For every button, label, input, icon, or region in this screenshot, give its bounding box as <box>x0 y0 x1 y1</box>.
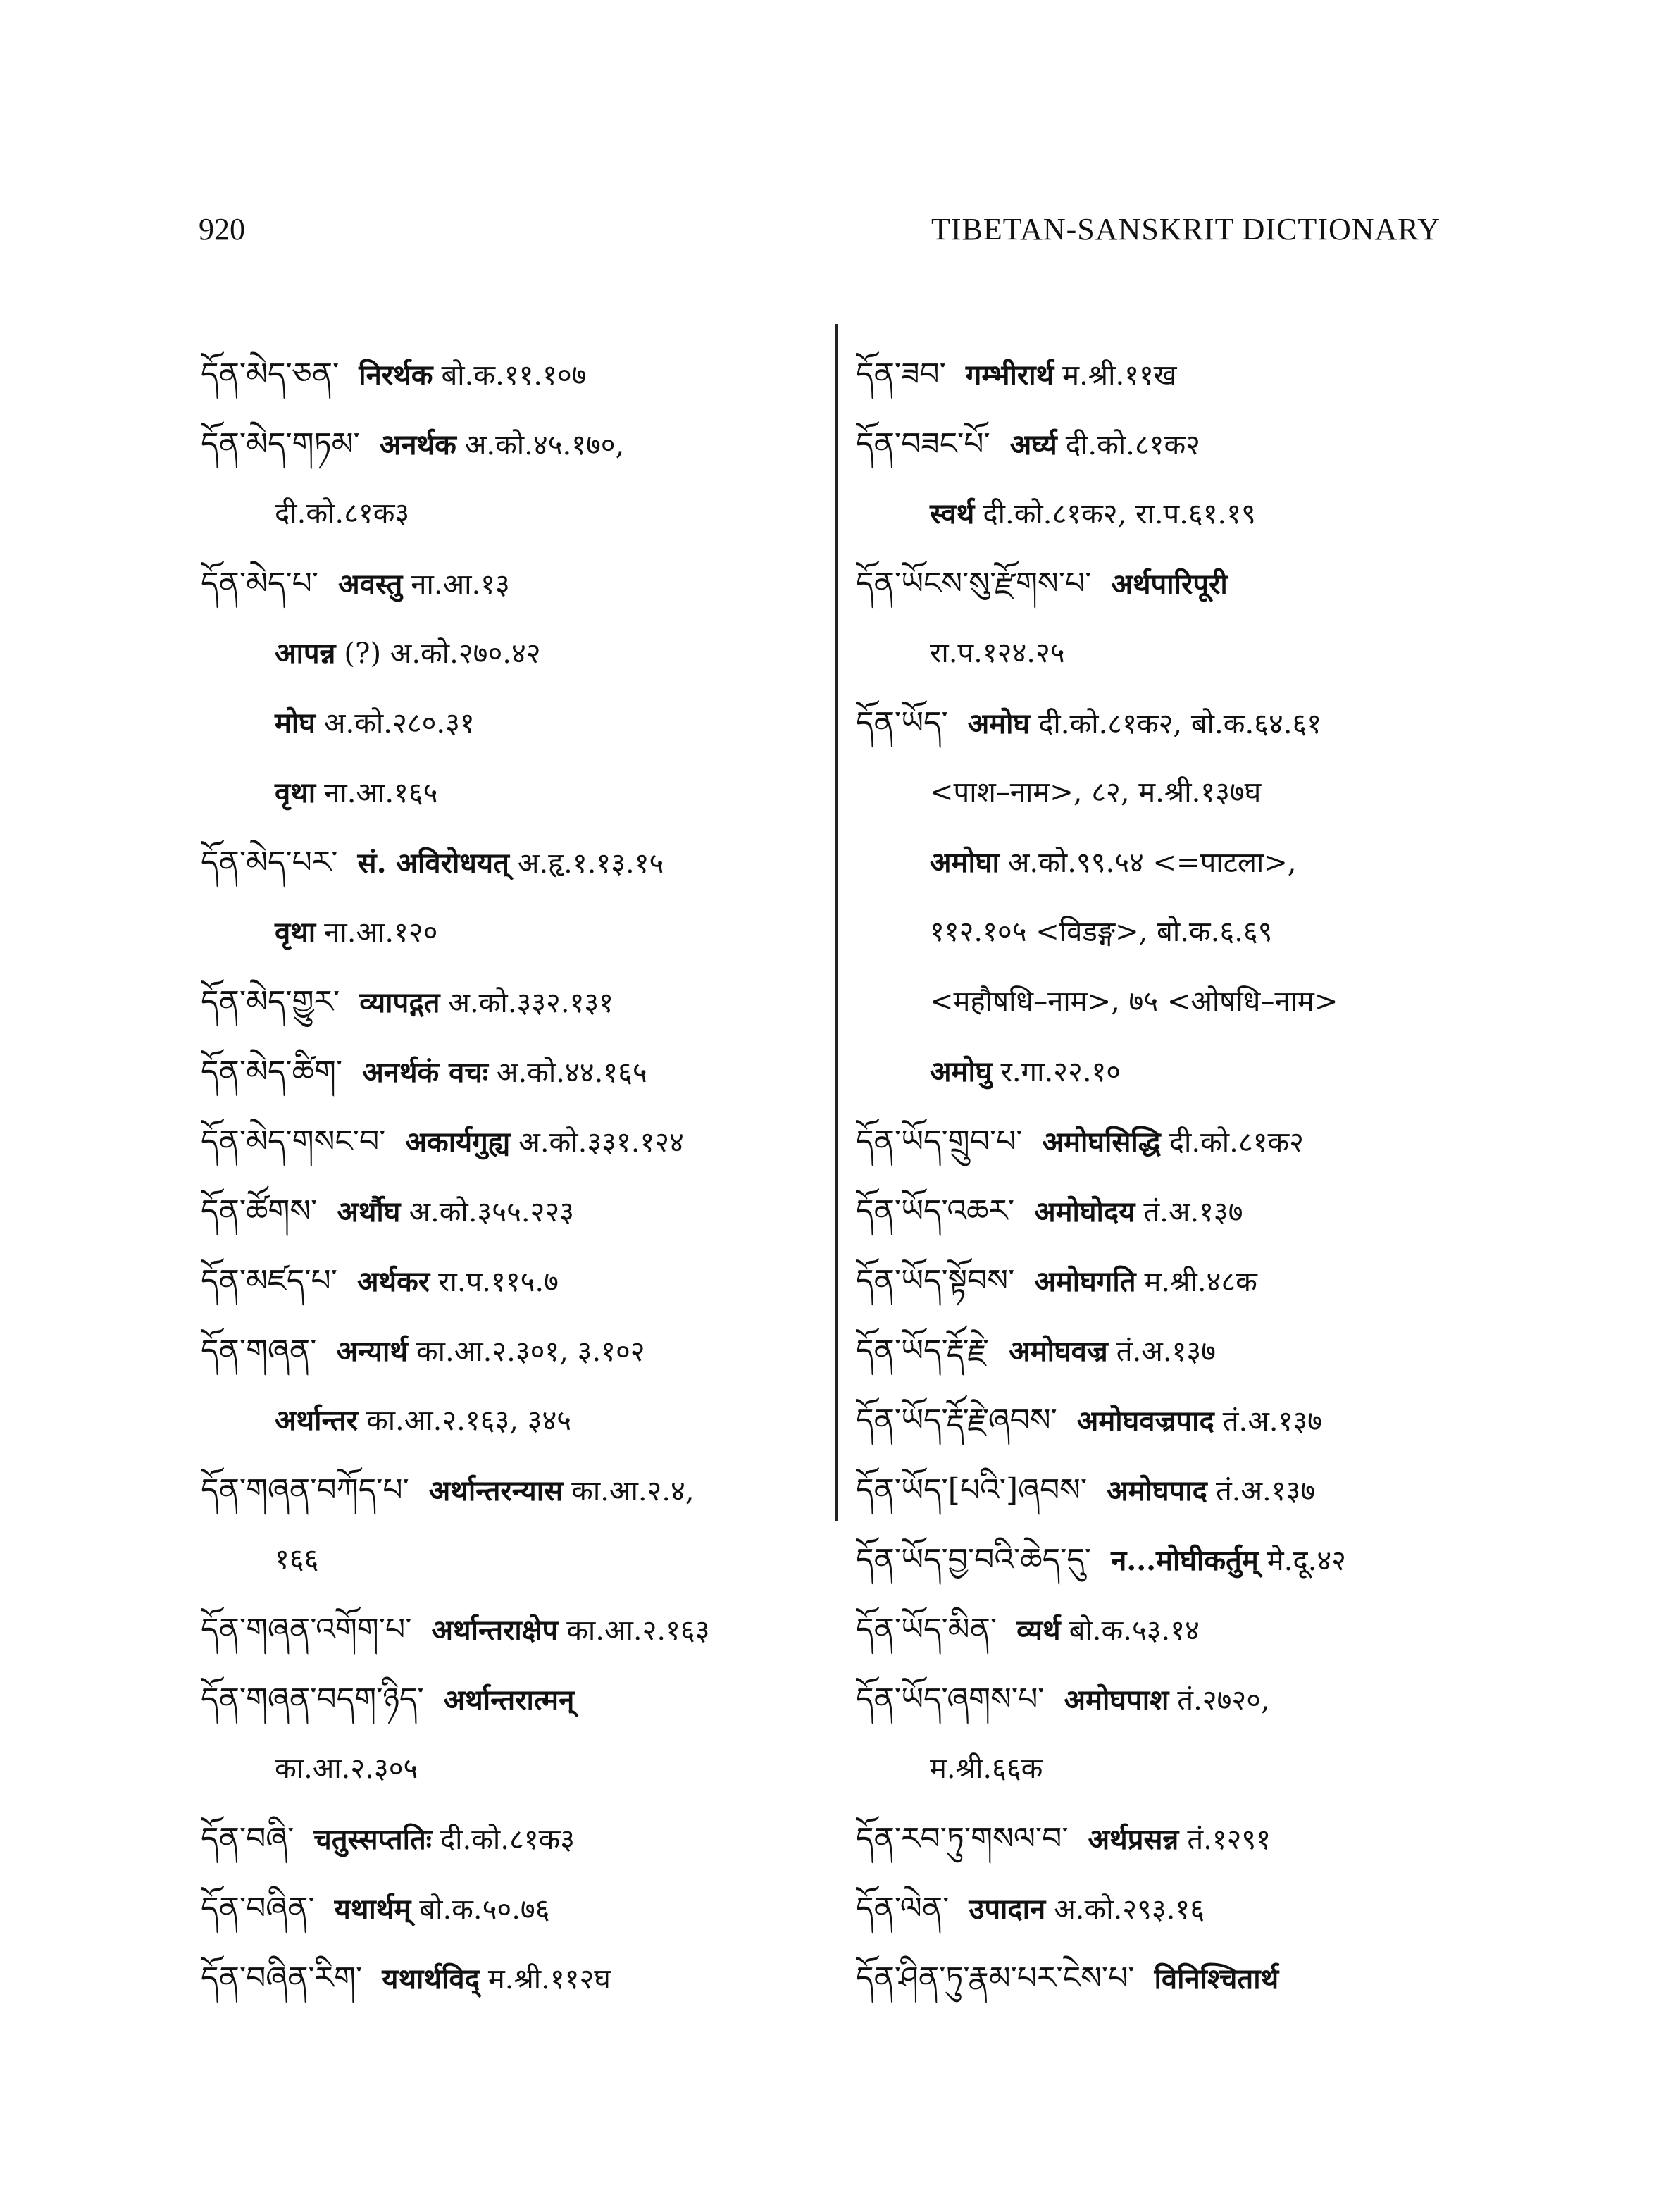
dictionary-entry-line <box>201 1525 821 1595</box>
source-reference: दी.को.८१क३ <box>440 1824 575 1856</box>
dictionary-entry-line <box>201 1386 821 1455</box>
sanskrit-equivalent: अर्थपारिपूरी <box>1111 568 1228 601</box>
dictionary-entry-line <box>856 758 1490 828</box>
sanskrit-equivalent: यथार्थम् <box>334 1893 411 1926</box>
tibetan-headword: དོན་མེད་པ་ <box>201 566 319 602</box>
sanskrit-equivalent: वृथा <box>275 916 316 949</box>
dictionary-entry-line <box>856 897 1490 967</box>
source-reference: म.श्री.११ख <box>1062 359 1177 392</box>
dictionary-entry-line <box>201 1595 821 1664</box>
sanskrit-equivalent: उपादान <box>969 1893 1046 1926</box>
dictionary-entry-line <box>201 1664 821 1734</box>
tibetan-headword: དོན་ཡོད་སྟོབས་ <box>856 1263 1015 1299</box>
source-reference: तं.२७२०, <box>1177 1684 1270 1717</box>
source-reference: दी.को.८१क२ <box>1169 1126 1304 1159</box>
sanskrit-equivalent: अनर्थक <box>379 428 456 461</box>
tibetan-headword: དོན་མེད་གསང་བ་ <box>201 1123 386 1159</box>
source-reference: का.आ.२.३०५ <box>275 1752 418 1785</box>
tibetan-headword: དོན་བཞི་ <box>201 1821 294 1857</box>
dictionary-entry-line <box>856 340 1490 409</box>
source-reference: अ.को.२८०.३१ <box>323 707 475 740</box>
source-reference: ना.आ.१२० <box>324 916 438 949</box>
dictionary-entry-line <box>856 828 1490 897</box>
tibetan-headword: དོན་ཤིན་ཏུ་རྣམ་པར་ངེས་པ་ <box>856 1960 1135 1996</box>
sanskrit-equivalent: अर्थान्तर <box>275 1404 358 1437</box>
tibetan-headword: དོན་བཞིན་རིག་ <box>201 1960 363 1996</box>
dictionary-entry-line <box>201 828 821 897</box>
tibetan-headword: དོན་གཞན་ <box>201 1333 317 1369</box>
tibetan-headword: དོན་མེད་པར་ <box>201 845 338 880</box>
dictionary-entry-line <box>201 1874 821 1943</box>
tibetan-headword: དོན་གཞན་བཀོད་པ་ <box>201 1472 409 1508</box>
source-reference: र.गा.२२.१० <box>1000 1056 1121 1088</box>
sanskrit-equivalent: व्यापद्गत <box>359 986 440 1019</box>
dictionary-entry-line <box>201 967 821 1037</box>
source-reference: तं.अ.१३७ <box>1116 1336 1216 1368</box>
sanskrit-equivalent: सं. अविरोधयत् <box>357 847 509 880</box>
sanskrit-equivalent: आपन्न <box>275 637 336 670</box>
source-reference: का.आ.२.३०१, ३.१०२ <box>416 1336 645 1368</box>
sanskrit-equivalent: निरर्थक <box>359 359 433 392</box>
source-reference: अ.को.३३१.१२४ <box>518 1126 684 1159</box>
dictionary-entry-line <box>201 1455 821 1525</box>
dictionary-entry-line <box>856 967 1490 1037</box>
sanskrit-equivalent: अमोघु <box>930 1055 993 1088</box>
tibetan-headword: དོན་ཚོགས་ <box>201 1193 318 1229</box>
tibetan-headword: དོན་མེད་གྱུར་ <box>201 984 340 1020</box>
sanskrit-equivalent: अमोघवज्र <box>1009 1335 1108 1368</box>
dictionary-entry-line <box>856 1943 1490 2013</box>
sanskrit-equivalent: मोघ <box>275 706 316 740</box>
source-reference: दी.को.८१क३ <box>275 497 410 530</box>
source-reference: अ.को.३५५.२२३ <box>409 1196 575 1228</box>
tibetan-headword: དོན་ཡོད་རྡོ་རྗེ་ཞབས་ <box>856 1402 1057 1438</box>
dictionary-entry-line <box>856 1176 1490 1246</box>
page-number: 920 <box>199 212 245 247</box>
tibetan-headword: དོན་བཞིན་ <box>201 1891 315 1926</box>
source-reference: अ.हृ.१.१३.१५ <box>517 847 664 880</box>
dictionary-entry-line <box>856 1734 1490 1804</box>
tibetan-headword: དོན་ཟབ་ <box>856 356 946 392</box>
source-reference: तं.अ.१३७ <box>1222 1405 1322 1438</box>
dictionary-entry-line <box>856 1316 1490 1386</box>
left-column <box>201 340 821 2013</box>
dictionary-entry-line <box>856 618 1490 688</box>
tibetan-headword: དོན་ཡོད་འཆར་ <box>856 1193 1015 1229</box>
source-reference: दी.को.८१क२, बो.क.६४.६१ <box>1038 708 1322 740</box>
tibetan-headword: དོན་ལེན་ <box>856 1891 950 1926</box>
dictionary-entry-line <box>856 479 1490 549</box>
dictionary-entry-line <box>201 1804 821 1874</box>
sanskrit-equivalent: अर्थप्रसन्न <box>1088 1823 1179 1856</box>
source-reference: <महौषधि–नाम>, ७५ <ओषधि–नाम> <box>930 985 1338 1018</box>
tibetan-headword: དོན་ཡོད་ <box>856 705 948 741</box>
source-reference: अ.को.२९३.१६ <box>1054 1893 1205 1926</box>
sanskrit-equivalent: विनिश्चितार्थ <box>1154 1962 1279 1996</box>
sanskrit-equivalent: अर्थकर <box>356 1265 430 1298</box>
sanskrit-equivalent: अर्थान्तराक्षेप <box>431 1614 559 1647</box>
sanskrit-equivalent: अमोघसिद्धि <box>1042 1126 1161 1159</box>
tibetan-headword: དོན་མེད་ཚིག་ <box>201 1054 343 1090</box>
sanskrit-equivalent: चतुस्सप्ततिः <box>313 1823 432 1856</box>
source-reference: दी.को.८१क२, रा.प.६१.१९ <box>983 498 1256 530</box>
sanskrit-equivalent: अन्यार्थ <box>336 1335 408 1368</box>
dictionary-entry-line <box>856 1595 1490 1664</box>
sanskrit-equivalent: अमोघगति <box>1034 1265 1136 1298</box>
sanskrit-equivalent: यथार्थविद् <box>382 1962 480 1996</box>
source-reference: रा.प.१२४.२५ <box>930 637 1065 669</box>
dictionary-entry-line <box>201 688 821 758</box>
source-reference: अ.को.४४.१६५ <box>496 1057 647 1089</box>
sanskrit-equivalent: व्यर्थ <box>1016 1614 1061 1647</box>
dictionary-entry-line <box>201 1943 821 2013</box>
tibetan-headword: དོན་ཡོངས་སུ་རྫོགས་པ་ <box>856 566 1092 602</box>
source-reference: म.श्री.४८क <box>1144 1266 1257 1298</box>
source-reference: रा.प.११५.७ <box>438 1266 559 1298</box>
sanskrit-equivalent: अर्घ्य <box>1009 428 1057 461</box>
dictionary-entry-line <box>856 1525 1490 1595</box>
dictionary-entry-line <box>856 1664 1490 1734</box>
source-reference: ना.आ.१६५ <box>324 777 438 809</box>
source-reference: (?) अ.को.२७०.४२ <box>344 637 541 670</box>
sanskrit-equivalent: अकार्यगुह्य <box>405 1126 511 1159</box>
dictionary-entry-line <box>856 1037 1490 1107</box>
source-reference: बो.क.५३.१४ <box>1069 1614 1200 1647</box>
dictionary-entry-line <box>201 1176 821 1246</box>
source-reference: मे.दू.४२ <box>1267 1545 1346 1577</box>
source-reference: का.आ.२.१६३ <box>566 1614 710 1647</box>
source-reference: म.श्री.६६क <box>930 1752 1043 1785</box>
dictionary-entry-line <box>201 758 821 828</box>
source-reference: अ.को.९९.५४ <=पाटला>, <box>1007 847 1297 879</box>
tibetan-headword: དོན་ཡོད་ཞགས་པ་ <box>856 1681 1045 1717</box>
tibetan-headword: དོན་མེད་གཏམ་ <box>201 426 360 462</box>
sanskrit-equivalent: स्वर्थ <box>930 497 975 530</box>
sanskrit-equivalent: अमोघोदय <box>1034 1195 1135 1228</box>
dictionary-entry-line <box>856 409 1490 479</box>
source-reference: बो.क.११.१०७ <box>441 359 587 392</box>
source-reference: ११२.१०५ <विडङ्ग>, बो.क.६.६९ <box>930 916 1273 948</box>
sanskrit-equivalent: अर्थान्तरात्मन् <box>443 1683 575 1717</box>
source-reference: <पाश–नाम>, ८२, म.श्री.१३७घ <box>930 776 1262 809</box>
source-reference: तं.१२९१ <box>1187 1824 1271 1856</box>
tibetan-headword: དོན་ཡོད་གྲུབ་པ་ <box>856 1123 1023 1159</box>
dictionary-entry-line <box>201 1037 821 1107</box>
dictionary-entry-line <box>856 1874 1490 1943</box>
dictionary-entry-line <box>856 1107 1490 1176</box>
dictionary-entry-line <box>201 549 821 618</box>
source-reference: तं.अ.१३७ <box>1215 1475 1316 1507</box>
source-reference: तं.अ.१३७ <box>1143 1196 1243 1228</box>
dictionary-entry-line <box>201 479 821 549</box>
source-reference: म.श्री.११२घ <box>487 1963 611 1996</box>
dictionary-entry-line <box>856 1246 1490 1316</box>
sanskrit-equivalent: न...मोघीकर्तुम् <box>1111 1544 1259 1577</box>
tibetan-headword: དོན་ཡོད་[པའི་]ཞབས་ <box>856 1472 1088 1508</box>
source-reference: बो.क.५०.७६ <box>419 1893 550 1926</box>
source-reference: का.आ.२.४, <box>571 1475 695 1507</box>
source-reference: १६६ <box>275 1543 319 1576</box>
source-reference: अ.को.३३२.१३१ <box>448 987 614 1019</box>
sanskrit-equivalent: अमोघ <box>967 707 1031 740</box>
tibetan-headword: དོན་ཡོད་རྡོ་རྗེ་ <box>856 1333 990 1369</box>
dictionary-entry-line <box>856 549 1490 618</box>
sanskrit-equivalent: अमोघा <box>930 846 1000 879</box>
dictionary-entry-line <box>201 1316 821 1386</box>
dictionary-entry-line <box>856 1386 1490 1455</box>
sanskrit-equivalent: अमोघपाद <box>1107 1474 1207 1507</box>
sanskrit-equivalent: अमोघवज्रपाद <box>1076 1405 1214 1438</box>
right-column <box>856 340 1490 2013</box>
tibetan-headword: དོན་གཞན་འགོག་པ་ <box>201 1612 412 1648</box>
tibetan-headword: དོན་བཟང་པོ་ <box>856 426 990 462</box>
dictionary-entry-line <box>856 1455 1490 1525</box>
dictionary-entry-line <box>201 897 821 967</box>
dictionary-entry-line <box>856 1804 1490 1874</box>
running-head: TIBETAN-SANSKRIT DICTIONARY <box>931 212 1441 247</box>
dictionary-entry-line <box>201 1246 821 1316</box>
tibetan-headword: དོན་རབ་ཏུ་གསལ་བ་ <box>856 1821 1069 1857</box>
dictionary-entry-line <box>201 409 821 479</box>
source-reference: दी.को.८१क२ <box>1065 429 1200 461</box>
tibetan-headword: དོན་ཡོད་བྱ་བའི་ཆེད་དུ་ <box>856 1542 1092 1578</box>
tibetan-headword: དོན་གཞན་བདག་ཉིད་ <box>201 1681 424 1717</box>
dictionary-entry-line <box>201 1734 821 1804</box>
sanskrit-equivalent: वृथा <box>275 776 316 809</box>
column-divider <box>835 324 838 1521</box>
dictionary-entry-line <box>201 1107 821 1176</box>
source-reference: का.आ.२.१६३, ३४५ <box>366 1405 572 1437</box>
sanskrit-equivalent: अर्थौघ <box>337 1195 401 1228</box>
tibetan-headword: དོན་མེད་ཅན་ <box>201 356 340 392</box>
tibetan-headword: དོན་ཡོད་མིན་ <box>856 1612 997 1648</box>
sanskrit-equivalent: गम्भीरार्थ <box>965 359 1054 392</box>
source-reference: अ.को.४५.१७०, <box>464 429 625 461</box>
dictionary-entry-line <box>856 688 1490 758</box>
source-reference: ना.आ.१३ <box>411 568 510 601</box>
sanskrit-equivalent: अमोघपाश <box>1064 1683 1169 1717</box>
dictionary-entry-line <box>201 618 821 688</box>
tibetan-headword: དོན་མཛད་པ་ <box>201 1263 337 1299</box>
sanskrit-equivalent: अनर्थकं वचः <box>362 1056 488 1089</box>
dictionary-entry-line <box>201 340 821 409</box>
sanskrit-equivalent: अवस्तु <box>338 568 403 601</box>
sanskrit-equivalent: अर्थान्तरन्यास <box>428 1474 564 1507</box>
